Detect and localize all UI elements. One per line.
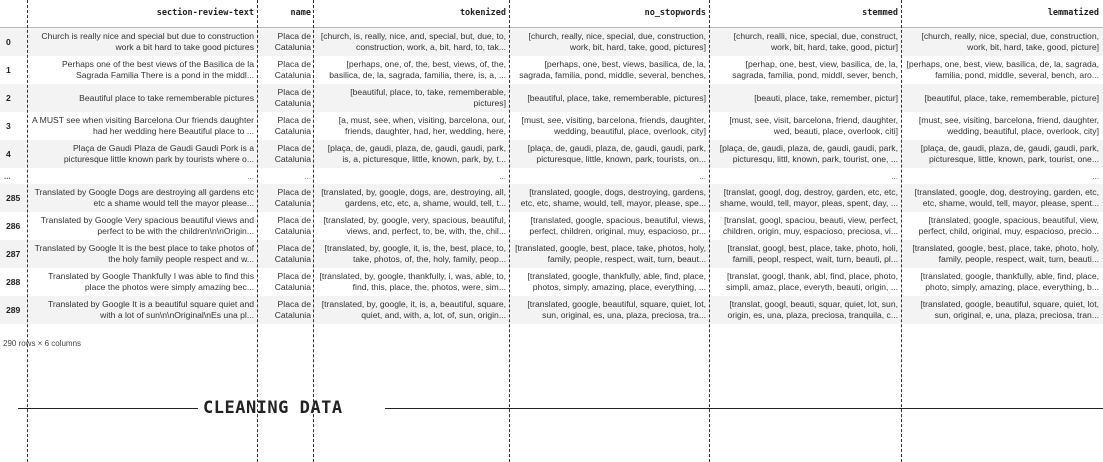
cell-stemmed <box>710 56 902 84</box>
cell-no-stopwords <box>510 184 710 212</box>
cell-lemmatized-text: [plaça, de, gaudi, plaza, de, gaudi, gaudi, park, picturesque, little, known, park, tourist, one... <box>920 143 1099 164</box>
section-divider-right <box>385 408 1103 409</box>
cell-stemmed <box>710 168 902 184</box>
cell-tokenized <box>315 168 510 184</box>
cell-lemmatized <box>902 112 1103 140</box>
cell-tokenized <box>315 296 510 324</box>
cell-stemmed <box>710 296 902 324</box>
guide-line <box>509 0 510 462</box>
cell-tokenized-text: [beautiful, place, to, take, rememberable, pictures] <box>350 87 506 108</box>
table-row <box>0 140 1103 168</box>
cell-tokenized <box>315 184 510 212</box>
cell-stemmed-text: [church, realli, nice, special, due, construct, work, bit, hard, take, good, pictur] <box>733 31 898 52</box>
table-row <box>0 212 1103 240</box>
cell-section-review-text <box>28 268 258 296</box>
cell-section-review-text-text: Translated by Google It is the best place to take photos of the holy family people respect and w... <box>34 243 254 264</box>
cell-name-text: Placa de Catalunia <box>274 87 311 108</box>
cell-lemmatized-text: [beautiful, place, take, rememberable, picture] <box>924 92 1099 103</box>
cell-no-stopwords-text: [church, really, nice, special, due, construction, work, bit, hard, take, good, pictures] <box>528 31 706 52</box>
cell-tokenized-text: ... <box>499 171 506 181</box>
row-index <box>0 296 28 324</box>
cell-lemmatized-text: [perhaps, one, best, view, basilica, de, la, sagrada, familia, pond, middle, several, bench, aro... <box>906 59 1099 80</box>
cell-tokenized-text: [a, must, see, when, visiting, barcelona, our, friends, daughter, had, her, wedding, here, <box>338 115 506 136</box>
row-index <box>0 56 28 84</box>
cell-section-review-text <box>28 296 258 324</box>
cell-lemmatized-text: [church, really, nice, special, due, construction, work, bit, hard, take, good, picture] <box>921 31 1099 52</box>
row-index <box>0 268 28 296</box>
cell-stemmed-text: [translat, googl, best, place, take, photo, holi, famili, peopl, respect, wait, turn, beauti, pl... <box>727 243 898 264</box>
cell-no-stopwords-text: [translated, google, dogs, destroying, gardens, etc, etc, shame, would, tell, mayor, please, spe... <box>520 187 706 208</box>
cell-name <box>258 212 315 240</box>
cell-tokenized-text: [translated, by, google, it, is, a, beautiful, square, quiet, and, with, a, lot, of, sun, origin... <box>321 299 506 320</box>
table-row <box>0 240 1103 268</box>
row-index <box>0 168 28 184</box>
row-index-text: 2 <box>6 92 11 103</box>
cell-lemmatized <box>902 28 1103 57</box>
cell-lemmatized <box>902 168 1103 184</box>
cell-no-stopwords <box>510 56 710 84</box>
cell-name-text: Placa de Catalunia <box>274 143 311 164</box>
cell-stemmed <box>710 112 902 140</box>
cell-no-stopwords <box>510 84 710 112</box>
cell-stemmed-text: [plaça, de, gaudi, plaza, de, gaudi, gaudi, park, picturesqu, littl, known, park, tourist, one, ... <box>719 143 898 164</box>
dataframe-table <box>0 2 1103 324</box>
row-index-text: 285 <box>6 192 21 203</box>
cell-section-review-text-text: Perhaps one of the best views of the Basilica de la Sagrada Familia There is a pond in the middl... <box>61 59 254 80</box>
cell-no-stopwords <box>510 212 710 240</box>
cell-lemmatized-text: ... <box>1092 171 1099 181</box>
cell-tokenized-text: [translated, by, google, it, is, the, best, place, to, take, photos, of, the, holy, family, peop... <box>324 243 506 264</box>
cell-name-text: Placa de Catalunia <box>274 271 311 292</box>
cell-no-stopwords-text: [beautiful, place, take, rememberable, pictures] <box>527 92 706 103</box>
cell-lemmatized-text: [must, see, visiting, barcelona, friend, daughter, wedding, beautiful, place, overlook, city] <box>918 115 1099 136</box>
cell-lemmatized-text: [translated, google, best, place, take, photo, holy, family, people, respect, wait, turn, beauti... <box>912 243 1099 264</box>
row-index-text: 1 <box>6 64 11 75</box>
cell-section-review-text-text: ... <box>247 171 254 181</box>
cell-lemmatized <box>902 56 1103 84</box>
cell-stemmed <box>710 212 902 240</box>
cell-name <box>258 84 315 112</box>
section-divider-left <box>18 408 198 409</box>
row-index <box>0 28 28 57</box>
cell-no-stopwords <box>510 168 710 184</box>
guide-line <box>901 0 902 462</box>
cell-tokenized <box>315 268 510 296</box>
cell-name <box>258 184 315 212</box>
cell-section-review-text <box>28 168 258 184</box>
cell-tokenized <box>315 140 510 168</box>
cell-no-stopwords <box>510 268 710 296</box>
cell-name <box>258 56 315 84</box>
cell-lemmatized <box>902 296 1103 324</box>
cell-lemmatized-text: [translated, google, beautiful, square, quiet, lot, sun, original, e, una, plaza, preciosa, tran... <box>920 299 1099 320</box>
table-row <box>0 56 1103 84</box>
cell-stemmed-text: [translat, googl, spaciou, beauti, view, perfect, children, origin, muy, espacioso, preciosa, vi... <box>722 215 898 236</box>
cell-tokenized-text: [plaça, de, gaudi, plaza, de, gaudi, gaudi, park, is, a, picturesque, little, known, park, by, t... <box>327 143 506 164</box>
cell-section-review-text <box>28 140 258 168</box>
cell-stemmed <box>710 184 902 212</box>
table-header-row <box>0 2 1103 28</box>
table-row <box>0 84 1103 112</box>
cell-no-stopwords-text: [must, see, visiting, barcelona, friends, daughter, wedding, beautiful, place, overlook, city] <box>521 115 706 136</box>
table-row <box>0 296 1103 324</box>
cell-section-review-text-text: Translated by Google Thankfully I was able to find this place the photos were simply amazing bec... <box>48 271 254 292</box>
cell-stemmed-text: [translat, googl, beauti, squar, quiet, lot, sun, origin, es, una, plaza, preciosa, tranquila, c... <box>727 299 898 320</box>
table-body <box>0 28 1103 325</box>
row-index-text: 289 <box>6 304 21 315</box>
cell-no-stopwords <box>510 28 710 57</box>
cell-lemmatized <box>902 140 1103 168</box>
row-index-text: 286 <box>6 220 21 231</box>
cell-stemmed-text: [beauti, place, take, remember, pictur] <box>754 92 898 103</box>
cell-no-stopwords-text: [plaça, de, gaudi, plaza, de, gaudi, gaudi, park, picturesque, little, known, park, tourists, on... <box>527 143 706 164</box>
cell-section-review-text-text: Translated by Google It is a beautiful square quiet and with a lot of sun\n\nOriginal\nEs una pl... <box>47 299 254 320</box>
cell-section-review-text-text: Beautiful place to take rememberable pictures <box>79 92 254 103</box>
cell-tokenized <box>315 240 510 268</box>
cell-no-stopwords-text: [perhaps, one, best, views, basilica, de, la, sagrada, familia, pond, middle, several, benches, <box>519 59 706 80</box>
cell-name-text: Placa de Catalunia <box>274 243 311 264</box>
row-index <box>0 84 28 112</box>
cell-stemmed-text: [must, see, visit, barcelona, friend, daughter, wed, beauti, place, overlook, citi] <box>729 115 898 136</box>
cell-section-review-text <box>28 240 258 268</box>
cell-name <box>258 140 315 168</box>
cell-section-review-text-text: Translated by Google Dogs are destroying all gardens etc etc a shame would tell the mayor please... <box>34 187 254 208</box>
cell-section-review-text <box>28 184 258 212</box>
cell-no-stopwords-text: ... <box>699 171 706 181</box>
cell-tokenized-text: [translated, by, google, thankfully, i, was, able, to, find, this, place, the, photos, were, sim... <box>319 271 506 292</box>
table-ellipsis-row <box>0 168 1103 184</box>
cell-name <box>258 268 315 296</box>
cell-tokenized-text: [translated, by, google, very, spacious, beautiful, views, and, perfect, to, be, with, the, chil... <box>323 215 506 236</box>
cell-section-review-text-text: Plaça de Gaudi Plaza de Gaudi Gaudi Pork is a picturesque little known park by tourists where o... <box>63 143 254 164</box>
index-header <box>0 2 28 28</box>
cell-name <box>258 28 315 57</box>
table-row <box>0 184 1103 212</box>
cell-no-stopwords-text: [translated, google, thankfully, able, find, place, photos, simply, amazing, place, everything, ... <box>527 271 706 292</box>
column-header-section-review-text: section-review-text <box>28 2 258 28</box>
row-index-text: 288 <box>6 276 21 287</box>
cell-name-text: ... <box>304 171 311 181</box>
cell-name-text: Placa de Catalunia <box>274 215 311 236</box>
cell-no-stopwords <box>510 240 710 268</box>
row-index-text: ... <box>4 171 11 181</box>
cell-stemmed <box>710 268 902 296</box>
cell-no-stopwords <box>510 140 710 168</box>
cell-lemmatized <box>902 212 1103 240</box>
row-index-text: 3 <box>6 120 11 131</box>
cell-no-stopwords <box>510 296 710 324</box>
cell-section-review-text <box>28 28 258 57</box>
cell-stemmed <box>710 28 902 57</box>
cell-no-stopwords-text: [translated, google, beautiful, square, quiet, lot, sun, original, es, una, plaza, preciosa, tra... <box>527 299 706 320</box>
cell-name-text: Placa de Catalunia <box>274 31 311 52</box>
cell-name <box>258 296 315 324</box>
column-header-stemmed: stemmed <box>710 2 902 28</box>
cell-stemmed-text: [perhap, one, best, view, basilica, de, la, sagrada, familia, pond, middl, sever, bench, <box>732 59 898 80</box>
cell-section-review-text <box>28 212 258 240</box>
cell-section-review-text <box>28 112 258 140</box>
cell-no-stopwords-text: [translated, google, spacious, beautiful, views, perfect, children, original, muy, espacioso, pr... <box>529 215 706 236</box>
column-header-no-stopwords: no_stopwords <box>510 2 710 28</box>
cell-stemmed-text: [translat, googl, thank, abl, find, place, photo, simpli, amaz, place, everyth, beauti, origin, ... <box>726 271 898 292</box>
cell-section-review-text-text: Church is really nice and special but due to construction work a bit hard to take good pictures <box>41 31 254 52</box>
cell-stemmed-text: ... <box>891 171 898 181</box>
row-index <box>0 140 28 168</box>
cell-name <box>258 168 315 184</box>
cell-tokenized <box>315 112 510 140</box>
cell-stemmed <box>710 84 902 112</box>
table-row <box>0 268 1103 296</box>
cell-no-stopwords <box>510 112 710 140</box>
column-header-lemmatized: lemmatized <box>902 2 1103 28</box>
row-index <box>0 112 28 140</box>
cell-name <box>258 240 315 268</box>
cell-section-review-text <box>28 84 258 112</box>
cell-lemmatized <box>902 84 1103 112</box>
cell-section-review-text-text: A MUST see when visiting Barcelona Our friends daughter had her wedding here Beautiful place to ... <box>32 115 254 136</box>
row-index-text: 0 <box>6 36 11 47</box>
column-header-name: name <box>258 2 315 28</box>
cell-name-text: Placa de Catalunia <box>274 115 311 136</box>
cell-lemmatized <box>902 240 1103 268</box>
table-shape-note: 290 rows × 6 columns <box>3 339 82 348</box>
cell-stemmed <box>710 240 902 268</box>
table-row <box>0 28 1103 57</box>
row-index-text: 4 <box>6 148 11 159</box>
cell-tokenized-text: [perhaps, one, of, the, best, views, of, the, basilica, de, la, sagrada, familia, there, is, a, ... <box>329 59 506 80</box>
guide-line <box>709 0 710 462</box>
cell-tokenized <box>315 84 510 112</box>
column-header-tokenized: tokenized <box>315 2 510 28</box>
cell-lemmatized-text: [translated, google, spacious, beautiful, view, perfect, child, original, muy, espacioso, precio... <box>918 215 1099 236</box>
cell-tokenized <box>315 56 510 84</box>
cell-tokenized <box>315 28 510 57</box>
row-index <box>0 212 28 240</box>
row-index <box>0 240 28 268</box>
cell-lemmatized <box>902 184 1103 212</box>
cell-no-stopwords-text: [translated, google, best, place, take, photos, holy, family, people, respect, wait, turn, beaut... <box>515 243 706 264</box>
cell-section-review-text <box>28 56 258 84</box>
section-title: CLEANING DATA <box>203 398 343 418</box>
row-index <box>0 184 28 212</box>
guide-line <box>27 0 28 462</box>
cell-stemmed <box>710 140 902 168</box>
guide-line <box>257 0 258 462</box>
cell-name-text: Placa de Catalunia <box>274 187 311 208</box>
cell-name-text: Placa de Catalunia <box>274 59 311 80</box>
guide-line <box>313 0 314 462</box>
cell-name-text: Placa de Catalunia <box>274 299 311 320</box>
cell-lemmatized <box>902 268 1103 296</box>
row-index-text: 287 <box>6 248 21 259</box>
cell-tokenized <box>315 212 510 240</box>
cell-tokenized-text: [church, is, really, nice, and, special, but, due, to, construction, work, a, bit, hard, to, tak... <box>320 31 506 52</box>
cell-tokenized-text: [translated, by, google, dogs, are, destroying, all, gardens, etc, etc, a, shame, would, tell, t... <box>321 187 506 208</box>
cell-section-review-text-text: Translated by Google Very spacious beautiful views and perfect to be with the children\n\nOrigin... <box>40 215 254 236</box>
cell-lemmatized-text: [translated, google, dog, destroying, garden, etc, etc, shame, would, tell, mayor, please, spent... <box>914 187 1099 208</box>
cell-name <box>258 112 315 140</box>
table-row <box>0 112 1103 140</box>
cell-lemmatized-text: [translated, google, thankfully, able, find, place, photo, simply, amazing, place, everything, b... <box>920 271 1099 292</box>
cell-stemmed-text: [translat, googl, dog, destroy, garden, etc, etc, shame, would, tell, mayor, pleas, spent, day, ... <box>719 187 898 208</box>
